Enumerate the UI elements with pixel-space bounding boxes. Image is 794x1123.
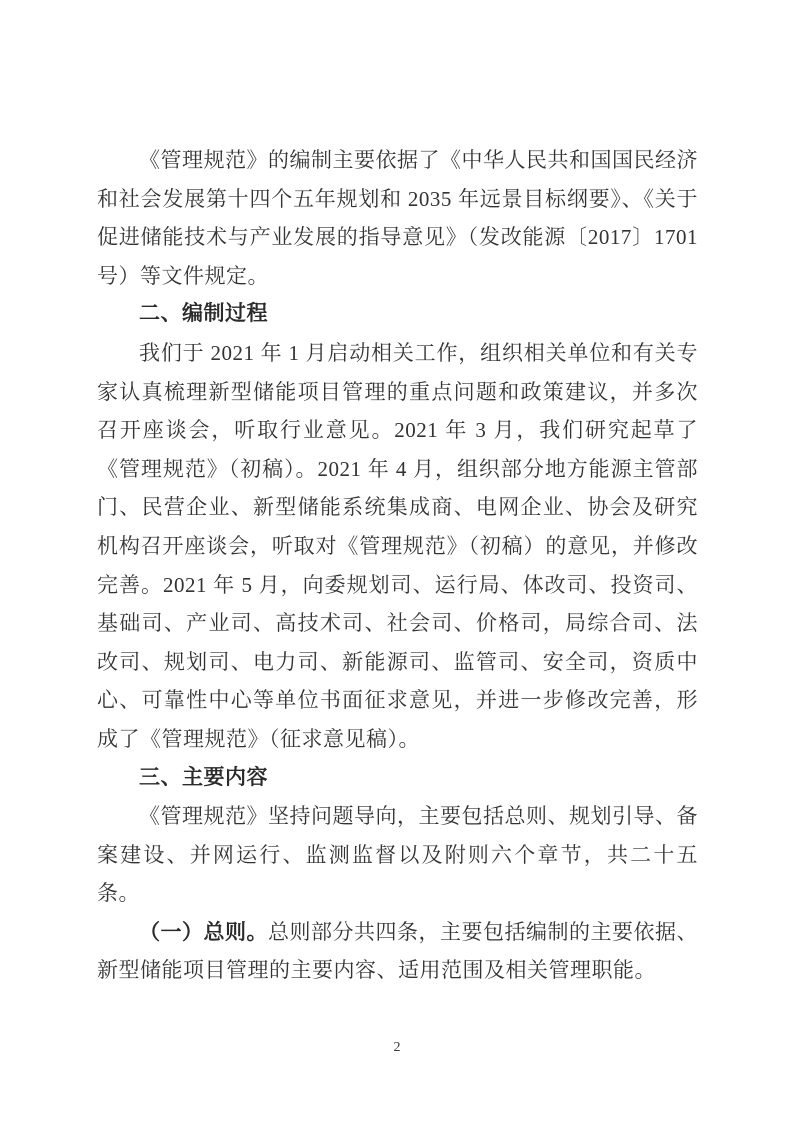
paragraph-main-content-overview: 《管理规范》坚持问题导向，主要包括总则、规划引导、备案建设、并网运行、监测监督以及附则六个章节，共二十五条。: [97, 804, 698, 906]
paragraph-compilation-basis: 《管理规范》的编制主要依据了《中华人民共和国国民经济和社会发展第十四个五年规划和 2035 年远景目标纲要》、《关于促进储能技术与产业发展的指导意见》（发改能源〔2017〕1701 号）等文件规定。: [97, 148, 698, 288]
paragraph-general-provisions-lead: （一）总则。: [139, 919, 268, 944]
heading-compilation-process: 二、编制过程: [139, 302, 268, 326]
page-number: 2: [393, 1040, 401, 1055]
paragraph-compilation-process: 我们于 2021 年 1 月启动相关工作，组织相关单位和有关专家认真梳理新型储能项目管理的重点问题和政策建议，并多次召开座谈会，听取行业意见。2021 年 3 月，我们研究起草了《管理规范》（初稿）。2021 年 4 月，组织部分地方能源主管部门、民营企业、新型储能系统集成商、电网企业、协会及研究机构召开座谈会，听取对《管理规范》（初稿）的意见，并修改完善。2021 年 5 月，向委规划司、运行局、体改司、投资司、基础司、产业司、高技术司、社会司、价格司，局综合司、法改司、规划司、电力司、新能源司、监管司、安全司，资质中心、可靠性中心等单位书面征求意见，并进一步修改完善，形成了《管理规范》（征求意见稿）。: [97, 340, 698, 751]
document-body: [97, 141, 698, 990]
paragraph-general-provisions-text: 总则部分共四条，主要包括编制的主要依据、新型储能项目管理的主要内容、适用范围及相关管理职能。: [97, 919, 698, 983]
heading-main-content: 三、主要内容: [139, 765, 268, 789]
paragraph-general-provisions: [97, 913, 698, 990]
